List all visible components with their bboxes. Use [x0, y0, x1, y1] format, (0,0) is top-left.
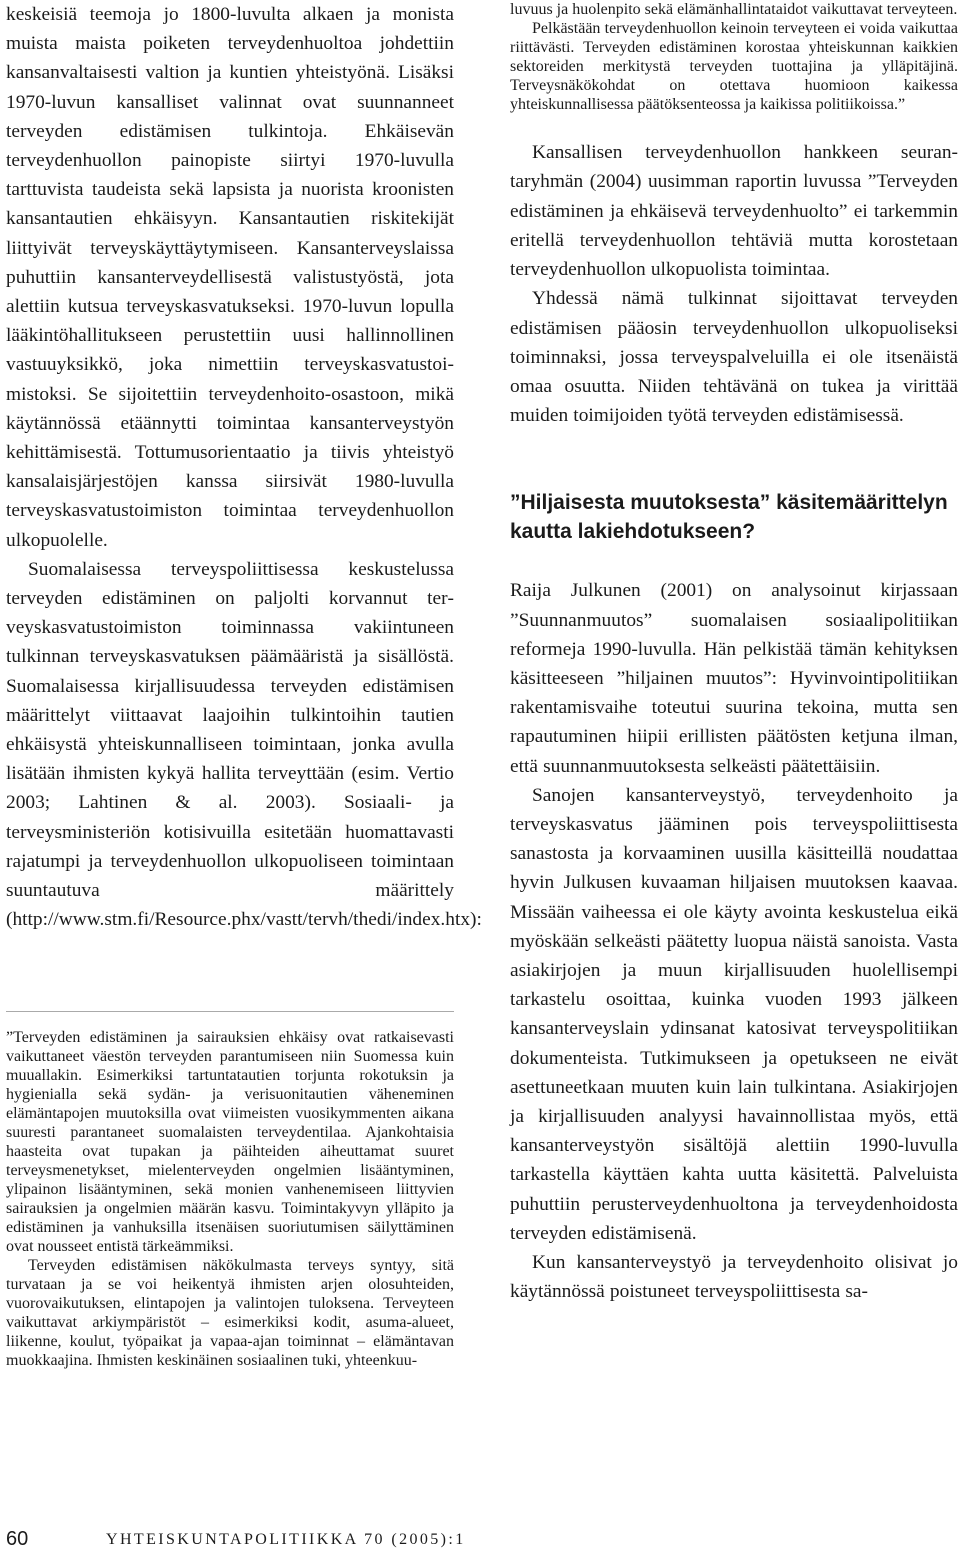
body-paragraph: Kansallisen terveydenhuollon hankkeen seurantaryhmän (2004) uusimman raportin luvussa ”Terveyden edistäminen ja ehkäisevä terveydenhuolto” ei tarkemmin eritellä terveydenhuollon tehtäviä mutta korostetaan terveydenhuollon ulkopuolista toimintaa. [510, 142, 958, 281]
page-footer [6, 1528, 946, 1556]
page-number: 60 [6, 1528, 29, 1550]
block-quote: Terveyden edistämisen näkökulmasta terveys syntyy, sitä turvataan ja se voi heikentyä ihmisten arjen olosuhteiden, vuorovaikutuksen, elintapojen ja valintojen tuloksena. Terveyteen vaikuttavat arkiympäristöt – esimerkiksi kodit, asuma-alueet, liikenne, koulut, työpaikat ja vapaa-ajan toiminnat – elämäntavan muokkaajina. Ihmisten keskinäinen sosiaalinen tuki, yhteenkuu- [6, 1257, 454, 1370]
body-paragraph: Sanojen kansanterveystyö, terveydenhoito ja terveyskasvatus jääminen pois terveyspoliittisesta sanastosta ja korvaaminen uusilla käsitteillä noudattaa hyvin Julkusen kuvaaman hiljaisen muutoksen kaavaa. Missään vaiheessa ei ole käyty avointa keskustelua eikä myöskään selkeästi päätetty luopua näistä sanoista. Vasta asiakirjojen ja muun kirjallisuuden huolellisempi tarkastelu osoittaa, kuinka vuoden 1993 jälkeen kansanterveyslain ydinsanat katosivat terveyspolitiikan dokumenteista. Tutkimukseen ja opetukseen ne eivät asettuneetkaan muuten kuin lain tulkintana. Asiakirjojen ja kirjallisuuden analyysi havainnollistaa myös, että kansanterveystyön sisältöjä alettiin 1990-luvulla tarkastella käyttäen kahta uutta käsitettä. Palveluista puhuttiin perusterveydenhuoltona ja terveydenhoidosta terveyden edistämisenä. [510, 784, 958, 1244]
left-column [6, 0, 482, 1370]
block-quote: ”Terveyden edistäminen ja sairauksien ehkäisy ovat ratkaisevasti vaikuttaneet väestön terveyden parantumiseen niin Suomessa kuin muuallakin. Esimerkiksi tartuntatautien torjunta rokotuksin ja hygienialla sekä sydän- ja verisuonitautien väheneminen elämäntapojen muutoksilla ovat viimeisten vuosikymmenten aikana suuresti parantaneet suomalaisten terveydentilaa. Ajankohtaisia haasteita ovat tupakan ja päihteiden aiheuttamat suuret terveysmenetykset, mielenterveyden ongelmien lisääntyminen, ylipainon lisääntyminen, sekä monien vanhenemiseen liittyvien sairauksien ja ongelmien määrän kasvu. Toimintakyvyn ylläpito ja edistäminen ja vanhuksilla itsenäisen suoriutumisen säilyttäminen ovat nousseet entistä tärkeämmiksi. [6, 1028, 454, 1256]
block-quote: luvuus ja huolenpito sekä elämänhallintataidot vaikuttavat terveyteen. [510, 1, 958, 18]
block-quote: Pelkästään terveydenhuollon keinoin terveyteen ei voida vaikuttaa riittävästi. Terveyden edistäminen korostaa yhteiskunnan kaikkien sektoreiden merkitystä terveyden tuottajina ja ylläpitäjinä. Terveysnäkökohdat on otettava huomioon kaikessa yhteiskunnallisessa päätöksenteossa ja kaikissa politiikoissa.” [510, 20, 958, 114]
body-paragraph: keskeisiä teemoja jo 1800-luvulta alkaen ja monista muista maista poiketen terveydenhuoltoa johdettiin kansanvaltaisesti valtion ja kuntien yhteistyönä. Lisäksi 1970-luvun kansalliset valinnat ovat suunnanneet terveyden edistämisen tulkintoja. Ehkäisevän terveydenhuollon painopiste siirtyi 1970-luvulla tarttuvista taudeista sekä lapsista ja nuorista kroonisten kansantautien ehkäisyyn. Kansantautien riskitekijät liittyivät terveyskäyttäytymiseen. Kansanterveyslaissa puhuttiin kansanterveydellisestä valistustyöstä, jota alettiin kutsua terveyskasvatukseksi. 1970-luvun lopulla lääkintöhallitukseen perustettiin uusi hallinnollinen vastuuyksikkö, joka nimettiin terveyskasvatustoimistoksi. Se sijoitettiin terveydenhoito-osastoon, mikä käytännössä etäännytti toimintaa kansanterveystyön kehittämisestä. Tottumusorientaatio ja tiivis yhteistyö kansalaisjärjestöjen kanssa siirsivät 1980-luvulla terveyskasvatustoimiston toimintaa terveydenhuollon ulkopuolelle. [6, 4, 454, 551]
body-paragraph: Suomalaisessa terveyspoliittisessa keskustelussa terveyden edistäminen on paljolti korvannut terveyskasvatustoimiston toiminnassa vakiintuneen tulkinnan terveyskasvatuksen päämääristä ja sisällöstä. Suomalaisessa kirjallisuudessa terveyden edistämisen määrittelyt viittaavat laajoihin tulkintoihin tautien ehkäisystä yhteiskunnalliseen toimintaan, jonka avulla lisätään ihmisten kykyä hallita terveyttään (esim. Vertio 2003; Lahtinen & al. 2003). Sosiaali- ja terveysministeriön kotisivuilla esitetään huomattavasti rajatumpi ja terveydenhuollon ulkopuoliseen toimintaan suuntautuva määrittely (http://www.stm.fi/Resource.phx/vastt/tervh/thedi/index.htx): [6, 558, 482, 931]
journal-name: YHTEISKUNTAPOLITIIKKA 70 (2005):1 [106, 1531, 466, 1548]
body-paragraph: Kun kansanterveystyö ja terveydenhoito olisivat jo käytännössä poistuneet terveyspoliittisesta sa- [510, 1251, 958, 1303]
section-heading: ”Hiljaisesta muutoksesta” käsitemäärittelyn kautta lakiehdotukseen? [510, 491, 948, 544]
body-paragraph: Raija Julkunen (2001) on analysoinut kirjassaan ”Suunnanmuutos” suomalaisen sosiaalipolitiikan reformeja 1990-luvulla. Hän pelkistää tämän kehityksen käsitteeseen ”hiljainen muutos”: Hyvinvointipolitiikan rakentamisvaihe toteutui suurina tekoina, mutta sen rapautuminen hiipii erillisten päätösten ketjuna ilman, että suunnanmuutoksesta selkeästi päätettäisiin. [510, 580, 958, 777]
right-column [510, 0, 958, 1306]
body-paragraph: Yhdessä nämä tulkinnat sijoittavat terveyden edistämisen pääosin terveydenhuollon ulkopuoliseksi toiminnaksi, jossa terveyspalveluilla ei ole itsenäistä omaa osuutta. Niiden tehtävänä on tukea ja virittää muiden toimijoiden työtä terveyden edistämisessä. [510, 288, 958, 427]
